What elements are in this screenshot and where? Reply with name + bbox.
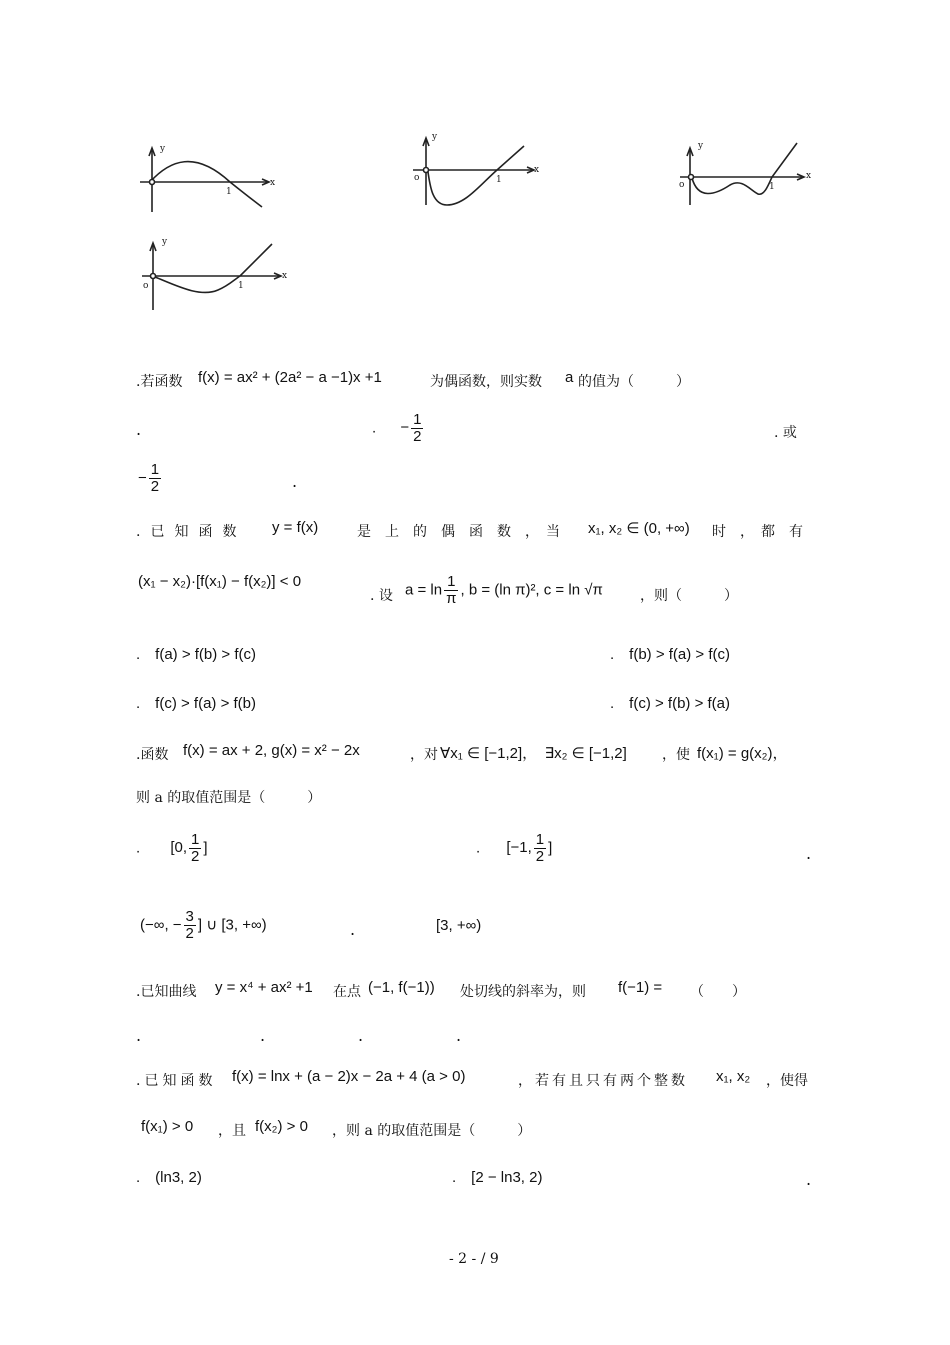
q4-option-c[interactable]: . [358,1026,364,1045]
q3-option-a[interactable] [136,832,208,865]
q4-stem-a: .已知曲线 [136,984,197,1000]
q2-option-d[interactable]: . f(c) > f(b) > f(a) [610,695,731,712]
q3-option-b-den: 2 [535,848,545,865]
q4-option-a[interactable]: . [136,1026,142,1045]
q5-line2-c: f(x₂) > 0 [255,1118,308,1135]
q4-stem-e: 处切线的斜率为，则 [460,984,586,1000]
q1-option-c-sign: − [138,469,147,487]
q3-option-d-dot[interactable]: . [350,920,356,939]
q4-stem-b: y = x⁴ + ax² +1 [215,979,313,996]
q1-option-c-value [138,462,163,495]
q1-stem-end: 的值为（ ） [578,374,690,390]
q1-option-d[interactable]: . [292,472,298,491]
q5-stem-c: ，若有且只有两个整数 [518,1073,688,1089]
q1-option-b-sign: − [400,419,410,437]
graph-c-x-label: x [806,171,812,181]
q4-option-d[interactable]: . [456,1026,462,1045]
q3-option-a-den: 2 [191,848,200,865]
q2-a-num: 1 [444,574,458,591]
q3-option-c [140,909,267,942]
graph-a [140,148,269,212]
q2-stem-b: y = f(x) [272,519,319,536]
q2-ask: ，则（ ） [640,588,738,604]
q3-option-d[interactable]: [3, +∞) [436,917,482,934]
q4-option-b[interactable]: . [260,1026,266,1045]
q2-condition: (x₁ − x₂)·[f(x₁) − f(x₂)] < 0 [138,573,302,590]
q2-option-a[interactable]: . f(a) > f(b) > f(c) [136,646,257,663]
q3-option-c-right: ] ∪ [3, +∞) [197,916,267,934]
q3-option-b-left: [−1, [506,839,532,857]
q3-option-a-right: ] [203,839,208,857]
q3-stem-e: ，使 [662,747,690,763]
q3-stem-b: f(x) = ax + 2, g(x) = x² − 2x [183,742,360,759]
q3-option-b-num: 1 [535,831,545,848]
q1-stem-math: f(x) = ax² + (2a² − a −1)x +1 [198,369,382,386]
q5-stem-d: x₁, x₂ [716,1068,751,1085]
q5-option-a[interactable]: . (ln3, 2) [136,1169,202,1186]
q3-option-c-left: (−∞, − [140,916,182,934]
q5-stem-b: f(x) = lnx + (a − 2)x − 2a + 4 (a > 0) [232,1068,466,1085]
graph-d-tick: 1 [238,281,244,291]
graph-c [680,143,804,205]
q3-stem-line2: 则 a 的取值范围是（ ） [136,790,322,806]
graph-b [413,138,534,205]
q2-stem-c: 是 上 的 偶 函 数 ， 当 [357,524,560,540]
q5-stem-a: .已知函数 [136,1073,217,1089]
q2-stem-e: 时 ， 都 有 [712,524,803,540]
q4-stem-f: f(−1) = [618,979,663,996]
q3-option-b-dot: . [476,839,481,857]
q2-bc-def: , b = (ln π)², c = ln √π [460,581,603,599]
q2-stem-d: x₁, x₂ ∈ (0, +∞) [588,520,690,537]
q5-line2-b: ，且 [218,1123,246,1139]
q1-stem-var: a [565,369,574,386]
q1-option-c-den: 2 [150,478,160,495]
q2-stem-a: .已知函数 [136,524,247,540]
q3-stem-d: ∀x₁ ∈ [−1,2]， ∃x₂ ∈ [−1,2] [440,745,627,762]
q1-option-c-num: 1 [150,461,160,478]
q3-option-c-dot[interactable]: . [806,844,812,863]
q4-stem-g: （ ） [690,984,746,1000]
q3-option-c-den: 2 [185,925,194,942]
graph-d-y-label: y [162,237,168,247]
q4-stem-d: (−1, f(−1)) [368,979,435,996]
graph-c-y-label: y [698,141,704,151]
q1-option-b-num: 1 [413,411,422,428]
graph-a-x-label: x [270,178,276,188]
graph-b-origin: o [414,173,420,183]
q2-option-b[interactable]: . f(b) > f(a) > f(c) [610,646,731,663]
graph-b-y-label: y [432,132,438,142]
q3-stem-a: .函数 [136,747,169,763]
q2-a-def: a = ln [405,581,443,599]
q5-option-b[interactable]: . [2 − ln3, 2) [452,1169,543,1186]
q1-stem-suffix: 为偶函数，则实数 [430,374,542,390]
q1-stem-prefix: .若函数 [136,374,183,390]
q2-a-definition [405,574,603,607]
q5-line2-d: ，则 a 的取值范围是（ ） [332,1123,532,1139]
q4-stem-c: 在点 [333,984,361,1000]
graph-d [142,243,281,310]
q3-option-a-num: 1 [191,831,200,848]
q1-option-b-den: 2 [413,428,422,445]
q3-option-b-right: ] [548,839,553,857]
q3-stem-c: ，对 [410,747,438,763]
q5-stem-e: ，使得 [766,1073,808,1089]
graph-c-tick: 1 [769,182,775,192]
graph-d-x-label: x [282,271,288,281]
q3-option-a-left: [0, [170,839,188,857]
q3-option-c-num: 3 [185,908,194,925]
q3-option-a-dot: . [136,839,141,857]
q5-line2-a: f(x₁) > 0 [141,1118,194,1135]
q1-option-b-dot: . [372,419,377,437]
graph-b-tick: 1 [496,175,502,185]
q3-option-b[interactable] [476,832,552,865]
graph-a-tick: 1 [226,187,232,197]
page-number: - 2 - / 9 [449,1251,499,1267]
graph-d-origin: o [143,281,149,291]
q2-a-den: π [446,590,457,607]
q3-stem-f: f(x₁) = g(x₂)， [697,745,788,762]
graph-c-origin: o [679,180,685,190]
q5-option-c[interactable]: . [806,1170,812,1189]
q2-set: . 设 [370,588,393,604]
q2-option-c[interactable]: . f(c) > f(a) > f(b) [136,695,257,712]
graph-b-x-label: x [534,165,540,175]
q1-option-b[interactable] [372,412,425,445]
graph-a-y-label: y [160,144,166,154]
q1-option-a[interactable]: . [136,420,142,439]
q1-option-c[interactable]: . 或 [774,425,797,441]
